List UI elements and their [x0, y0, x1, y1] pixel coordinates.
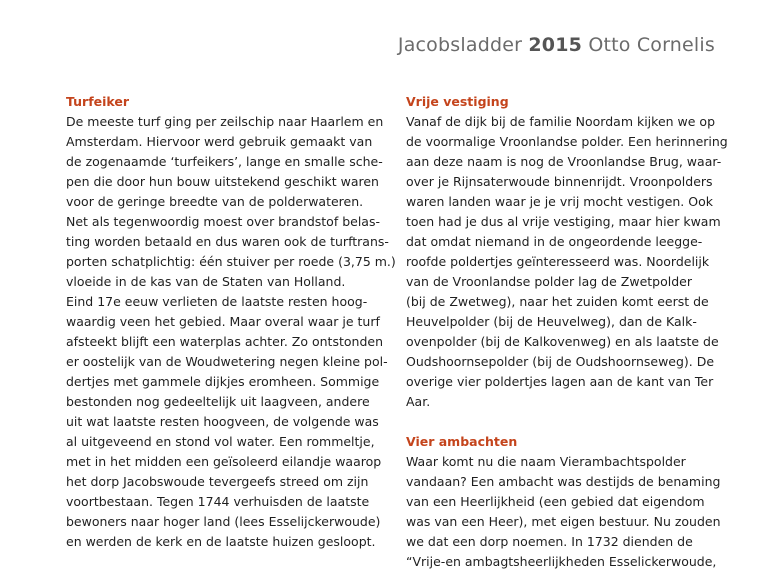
- text-line: Amsterdam. Hiervoor werd gebruik gemaakt van: [66, 134, 373, 149]
- text-line: we dat een dorp noemen. In 1732 dienden de: [406, 534, 693, 549]
- text-line: ting worden betaald en dus waren ook de turftrans-: [66, 234, 389, 249]
- text-line: van een Heerlijkheid (een gebied dat eigendom: [406, 494, 705, 509]
- text-line: Net als tegenwoordig moest over brandstof belas-: [66, 214, 380, 229]
- text-line: De meeste turf ging per zeilschip naar Haarlem en: [66, 114, 384, 129]
- text-line: met in het midden een geïsoleerd eilandje waarop: [66, 454, 382, 469]
- text-line: waren landen waar je je vrij mocht vestigen. Ook: [406, 194, 713, 209]
- text-line: Heuvelpolder (bij de Heuvelweg), dan de Kalk-: [406, 314, 697, 329]
- text-line: vandaan? Een ambacht was destijds de benaming: [406, 474, 721, 489]
- text-line: voortbestaan. Tegen 1744 verhuisden de laatste: [66, 494, 370, 509]
- text-line: de voormalige Vroonlandse polder. Een herinnering: [406, 134, 728, 149]
- text-line: roofde poldertjes geïnteresseerd was. Noordelijk: [406, 254, 710, 269]
- text-line: Eind 17e eeuw verlieten de laatste resten hoog-: [66, 294, 368, 309]
- text-line: de zogenaamde ‘turfeikers’, lange en smalle sche-: [66, 154, 383, 169]
- left-column: [66, 92, 396, 552]
- text-line: Aar.: [406, 394, 431, 409]
- vrije-vestiging-body: [406, 112, 728, 412]
- text-line: al uitgeveend en stond vol water. Een rommeltje,: [66, 434, 375, 449]
- text-line: van de Vroonlandse polder lag de Zwetpolder: [406, 274, 692, 289]
- text-line: porten schatplichtig: één stuiver per roede (3,75 m.): [66, 254, 396, 269]
- section-heading-vier-ambachten: Vier ambachten: [406, 434, 518, 449]
- text-line: overige vier poldertjes lagen aan de kant van Ter: [406, 374, 714, 389]
- text-line: Oudshoornsepolder (bij de Oudshoornseweg). De: [406, 354, 715, 369]
- text-line: uit wat laatste resten hoogveen, de volgende was: [66, 414, 379, 429]
- text-line: Waar komt nu die naam Vierambachtspolder: [406, 454, 686, 469]
- text-line: afsteekt blijft een waterplas achter. Zo ontstonden: [66, 334, 383, 349]
- text-line: en werden de kerk en de laatste huizen gesloopt.: [66, 534, 376, 549]
- header-prefix: Jacobsladder: [397, 34, 523, 56]
- text-line: voor de geringe breedte van de polderwateren.: [66, 194, 364, 209]
- text-line: bestonden nog gedeeltelijk uit laagveen, andere: [66, 394, 370, 409]
- header-author: Otto Cornelis: [588, 34, 715, 56]
- text-line: pen die door hun bouw uitstekend geschikt waren: [66, 174, 379, 189]
- text-line: “Vrije-en ambagtsheerlijkheden Esselickerwoude,: [406, 554, 717, 569]
- text-line: Vanaf de dijk bij de familie Noordam kijken we op: [406, 114, 716, 129]
- text-line: bewoners naar hoger land (lees Esselijckerwoude): [66, 514, 381, 529]
- text-line: het dorp Jacobswoude tevergeefs streed om zijn: [66, 474, 369, 489]
- text-line: over je Rijnsaterwoude binnenrijdt. Vroonpolders: [406, 174, 713, 189]
- text-line: ovenpolder (bij de Kalkovenweg) en als laatste de: [406, 334, 719, 349]
- right-column: [406, 92, 728, 572]
- text-line: dat omdat niemand in de ongeordende leegge-: [406, 234, 703, 249]
- vier-ambachten-body: [406, 452, 721, 572]
- text-line: dertjes met gammele dijkjes eromheen. Sommige: [66, 374, 380, 389]
- page-header: [398, 34, 715, 56]
- section-heading-turfeiker: Turfeiker: [66, 94, 130, 109]
- left-column-body: [66, 112, 396, 552]
- text-line: aan deze naam is nog de Vroonlandse Brug, waar-: [406, 154, 722, 169]
- text-line: er oostelijk van de Woudwetering negen kleine pol-: [66, 354, 388, 369]
- text-line: (bij de Zwetweg), naar het zuiden komt eerst de: [406, 294, 709, 309]
- text-line: was van een Heer), met eigen bestuur. Nu zouden: [406, 514, 721, 529]
- header-year: 2015: [528, 34, 583, 56]
- text-line: vloeide in de kas van de Staten van Holland.: [66, 274, 346, 289]
- section-spacer: [406, 412, 706, 432]
- section-heading-vrije-vestiging: Vrije vestiging: [406, 94, 509, 109]
- text-line: waardig veen het gebied. Maar overal waar je turf: [66, 314, 380, 329]
- text-line: toen had je dus al vrije vestiging, maar hier kwam: [406, 214, 721, 229]
